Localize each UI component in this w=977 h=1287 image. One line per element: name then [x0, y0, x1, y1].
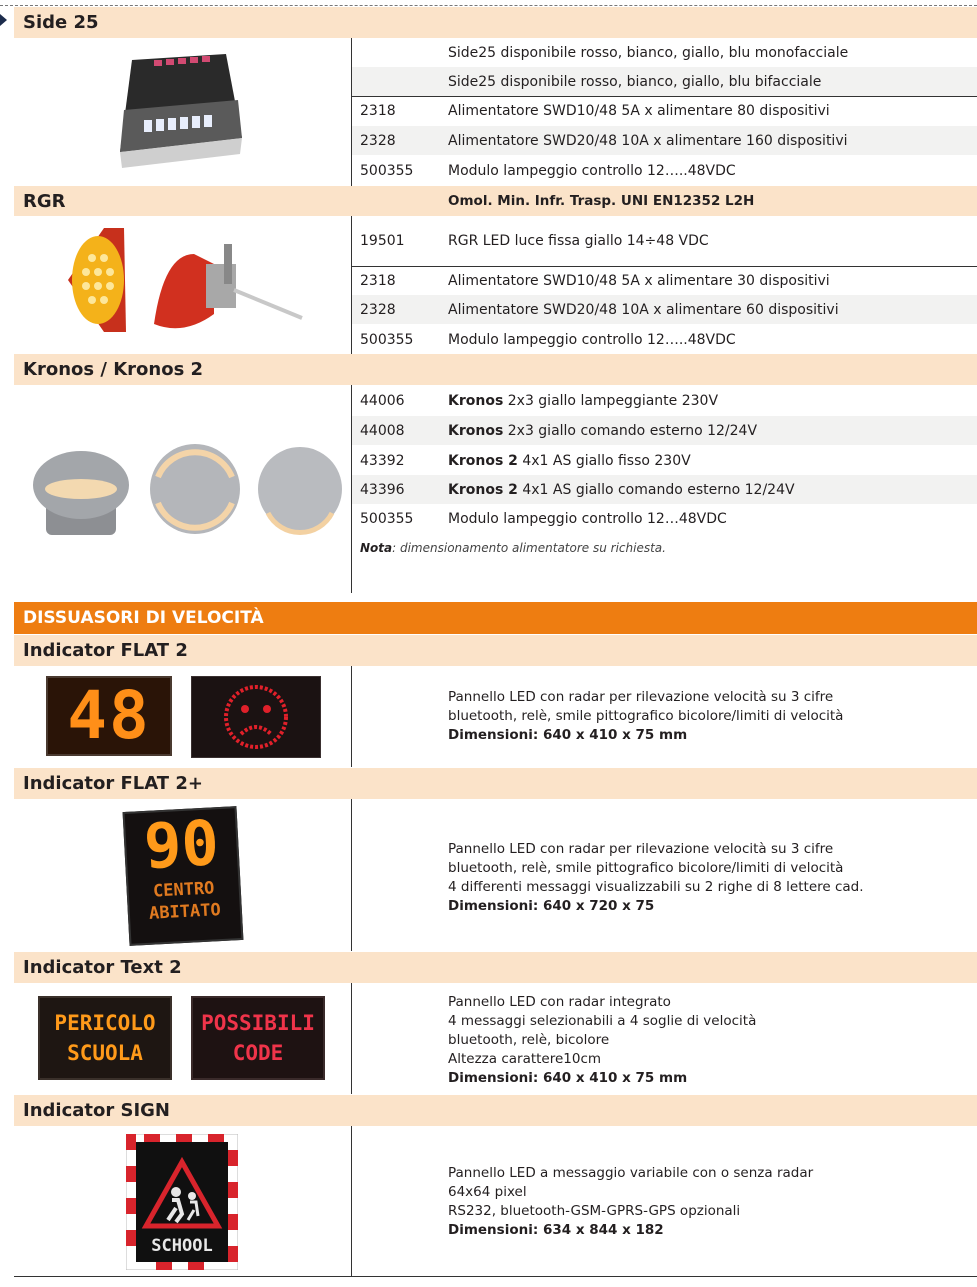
side25-row-1: Side25 disponibile rosso, bianco, giallo, blu monofacciale [448, 44, 849, 61]
section-title: DISSUASORI DI VELOCITÀ [23, 608, 264, 628]
side25-block [14, 38, 977, 186]
kronos-product-image [32, 437, 342, 541]
side25-title: Side 25 [23, 12, 99, 33]
column-divider [351, 799, 352, 951]
column-divider [351, 666, 352, 767]
flat2plus-block [14, 799, 977, 951]
side25-row-2: Side25 disponibile rosso, bianco, giallo, blu bifacciale [352, 67, 977, 96]
rgr-product-image [64, 224, 304, 336]
sign-description: Pannello LED a messaggio variabile con o senza radar 64x64 pixel RS232, bluetooth-GSM-GPRS-GPS opzionali Dimensioni: 634 x 844 x 182 [448, 1165, 814, 1238]
kronos-note: Nota: dimensionamento alimentatore su richiesta. [360, 541, 666, 555]
side25-row-4: 2328 Alimentatore SWD20/48 10A x alimentare 160 dispositivi [352, 126, 977, 155]
bottom-rule [14, 1276, 977, 1277]
rgr-homologation-note: Omol. Min. Infr. Trasp. UNI EN12352 L2H [448, 193, 755, 209]
kronos-row-2: 44008 Kronos 2x3 giallo comando esterno 12/24V [352, 416, 977, 445]
text2-description: Pannello LED con radar integrato 4 messaggi selezionabili a 4 soglie di velocità bluetooth, relè, bicolore Altezza carattere10cm Dimensioni: 640 x 410 x 75 mm [448, 994, 757, 1086]
sign-school-text: SCHOOL [151, 1236, 213, 1256]
flat2plus-speed-display: 90 [142, 806, 221, 883]
side25-row-5: 500355 Modulo lampeggio controllo 12…..48VDC [360, 162, 736, 179]
flat2-speed-display: 48 [46, 676, 172, 756]
flat2plus-panel [123, 806, 244, 946]
sign-header [14, 1095, 977, 1126]
column-divider [351, 1126, 352, 1277]
side25-row-3: 2318 Alimentatore SWD10/48 5A x alimentare 80 dispositivi [352, 96, 977, 125]
flat2plus-message-line2: ABITATO [148, 900, 222, 924]
rgr-row-3: 2328 Alimentatore SWD20/48 10A x alimentare 60 dispositivi [352, 295, 977, 324]
rgr-row-1: 19501 RGR LED luce fissa giallo 14÷48 VDC [360, 232, 709, 249]
side25-header [14, 7, 977, 38]
text2-panel-pericolo: PERICOLO SCUOLA [38, 996, 172, 1080]
rgr-title: RGR [23, 190, 66, 212]
text2-title: Indicator Text 2 [23, 957, 182, 978]
top-dashed-rule [0, 5, 977, 6]
flat2-header [14, 635, 977, 666]
flat2plus-title: Indicator FLAT 2+ [23, 773, 203, 794]
side25-product-image [114, 50, 244, 172]
kronos-block [14, 385, 977, 593]
flat2plus-description: Pannello LED con radar per rilevazione velocità su 3 cifre bluetooth, relè, smile pittografico bicolore/limiti di velocità 4 differenti messaggi visualizzabili su 2 righe di 8 lettere cad. Dimensioni: 640 x 720 x 75 [448, 841, 864, 914]
page-marker-arrow-icon [0, 14, 7, 26]
kronos-header [14, 354, 977, 385]
text2-header [14, 952, 977, 983]
sign-block [14, 1126, 977, 1277]
sign-title: Indicator SIGN [23, 1100, 170, 1121]
text2-panel-possibili: POSSIBILI CODE [191, 996, 325, 1080]
flat2-title: Indicator FLAT 2 [23, 640, 188, 661]
kronos-title: Kronos / Kronos 2 [23, 359, 204, 380]
kronos-row-3: 43392 Kronos 2 4x1 AS giallo fisso 230V [360, 452, 691, 469]
kronos-row-1: 44006 Kronos 2x3 giallo lampeggiante 230V [360, 392, 719, 409]
flat2plus-message-line1: CENTRO [152, 878, 215, 902]
rgr-header [14, 186, 977, 216]
section-title-bar [14, 602, 977, 634]
kronos-row-4: 43396 Kronos 2 4x1 AS giallo comando esterno 12/24V [352, 475, 977, 504]
rgr-row-4: 500355 Modulo lampeggio controllo 12…..48VDC [360, 331, 736, 348]
rgr-row-2: 2318 Alimentatore SWD10/48 5A x alimentare 30 dispositivi [352, 266, 977, 295]
text2-block [14, 983, 977, 1094]
flat2plus-header [14, 768, 977, 799]
column-divider [351, 983, 352, 1094]
kronos-row-5: 500355 Modulo lampeggio controllo 12…48VDC [360, 510, 727, 527]
flat2-sad-smiley-panel [191, 676, 321, 758]
flat2-description: Pannello LED con radar per rilevazione velocità su 3 cifre bluetooth, relè, smile pittografico bicolore/limiti di velocità Dimensioni: 640 x 410 x 75 mm [448, 689, 844, 743]
flat2-block [14, 666, 977, 767]
rgr-block [14, 216, 977, 354]
